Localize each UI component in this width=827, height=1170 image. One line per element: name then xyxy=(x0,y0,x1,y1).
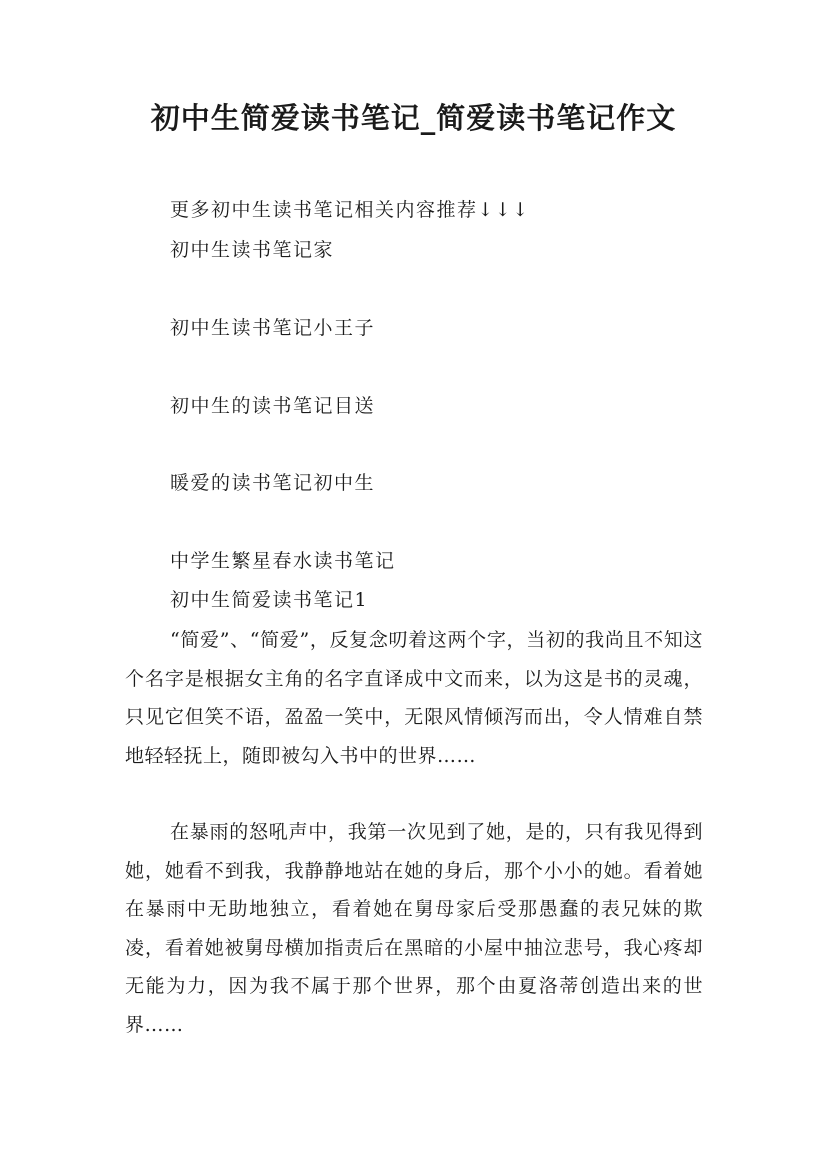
related-link-item[interactable]: 初中生的读书笔记目送 xyxy=(170,395,376,417)
body-paragraph: 在暴雨的怒吼声中，我第一次见到了她，是的，只有我见得到她，她看不到我，我静静地站在她的身后，那个小小的她。看着她在暴雨中无助地独立，看着她在舅母家后受那愚蠢的表兄妹的欺凌，看着她被舅母横加指责后在黑暗的小屋中抽泣悲号，我心疼却无能为力，因为我不属于那个世界，那个由夏洛蒂创造出来的世界…… xyxy=(125,821,703,1036)
related-link-item[interactable]: 初中生读书笔记小王子 xyxy=(170,317,376,339)
page-title: 初中生简爱读书笔记_简爱读书笔记作文 xyxy=(150,101,677,135)
related-link-item[interactable]: 中学生繁星春水读书笔记 xyxy=(170,550,396,572)
related-link-item[interactable]: 暖爱的读书笔记初中生 xyxy=(170,472,376,494)
section-heading: 初中生简爱读书笔记1 xyxy=(170,589,369,611)
related-link-item[interactable]: 初中生读书笔记家 xyxy=(170,239,335,261)
body-paragraph: “简爱”、“简爱”，反复念叨着这两个字，当初的我尚且不知这个名字是根据女主角的名字直译成中文而来，以为这是书的灵魂，只见它但笑不语，盈盈一笑中，无限风情倾泻而出，令人情难自禁地轻轻抚上，随即被勾入书中的世界…… xyxy=(125,629,703,767)
recommend-intro: 更多初中生读书笔记相关内容推荐↓↓↓ xyxy=(170,199,530,221)
